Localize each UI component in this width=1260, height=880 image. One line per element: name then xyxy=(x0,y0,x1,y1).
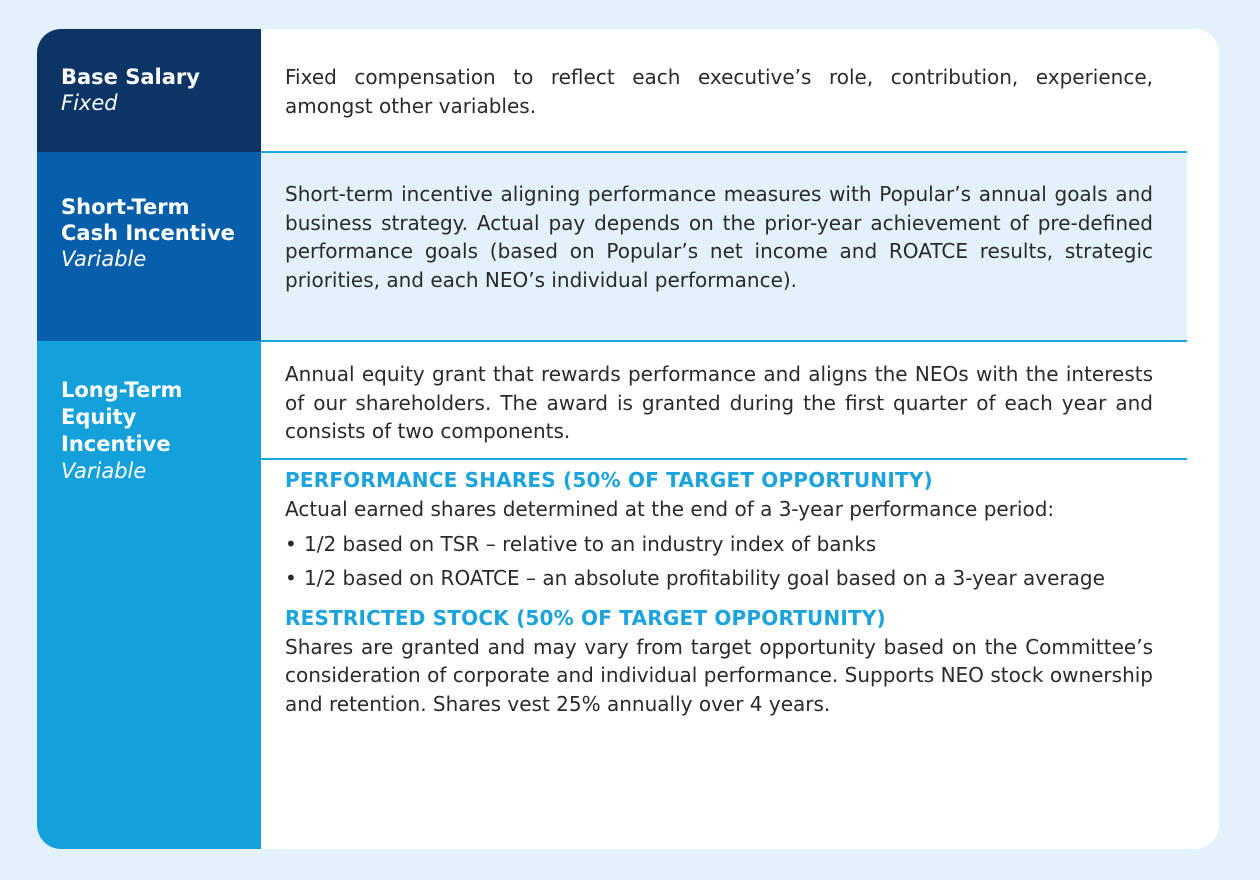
performance-shares-bullets xyxy=(285,530,1153,593)
long-term-title: Long-Term Equity Incentive xyxy=(61,378,183,456)
restricted-stock-text: Shares are granted and may vary from target opportunity based on the Committee’s consideration of corporate and individual performance. Supports NEO stock ownership and retention. Shares vest 25% annually over 4 years. xyxy=(285,634,1153,716)
bullet-icon: • xyxy=(285,531,297,556)
compensation-table xyxy=(37,29,1219,849)
restricted-stock-heading: RESTRICTED STOCK (50% OF TARGET OPPORTUNITY) xyxy=(285,605,886,630)
long-term-description-cell xyxy=(261,342,1187,458)
long-term-type: Variable xyxy=(61,459,147,483)
base-salary-title: Base Salary xyxy=(61,65,200,89)
component-labels xyxy=(37,29,261,849)
short-term-label-cell xyxy=(37,152,261,341)
short-term-description: Short-term incentive aligning performance measures with Popular’s annual goals and business strategy. Actual pay depends on the prior-year achievement of pre-defined performance goals (based on Popular’s net income and ROATCE results, strategic priorities, and each NEO’s individual performance). xyxy=(285,182,1153,292)
component-descriptions xyxy=(261,29,1187,849)
list-item xyxy=(285,530,1153,559)
long-term-label-cell xyxy=(37,341,261,849)
performance-shares-heading: PERFORMANCE SHARES (50% OF TARGET OPPORTUNITY) xyxy=(285,468,933,492)
base-salary-type: Fixed xyxy=(61,91,118,115)
short-term-description-cell xyxy=(261,153,1187,340)
bullet-text: 1/2 based on TSR – relative to an industry index of banks xyxy=(304,531,877,556)
base-salary-description: Fixed compensation to reflect each executive’s role, contribution, experience, amongst other variables. xyxy=(285,65,1153,118)
short-term-type: Variable xyxy=(61,247,147,271)
short-term-title: Short-Term Cash Incentive xyxy=(61,195,235,245)
bullet-text: 1/2 based on ROATCE – an absolute profitability goal based on a 3-year average xyxy=(304,565,1105,590)
base-salary-label-cell xyxy=(37,29,261,152)
long-term-description: Annual equity grant that rewards performance and aligns the NEOs with the interests of our shareholders. The award is granted during the first quarter of each year and consists of two components. xyxy=(285,362,1153,443)
performance-shares-text: Actual earned shares determined at the end of a 3-year performance period: xyxy=(285,497,1055,521)
long-term-components-cell xyxy=(261,460,1187,849)
bullet-icon: • xyxy=(285,565,297,590)
list-item xyxy=(285,564,1153,593)
base-salary-description-cell xyxy=(261,29,1187,151)
